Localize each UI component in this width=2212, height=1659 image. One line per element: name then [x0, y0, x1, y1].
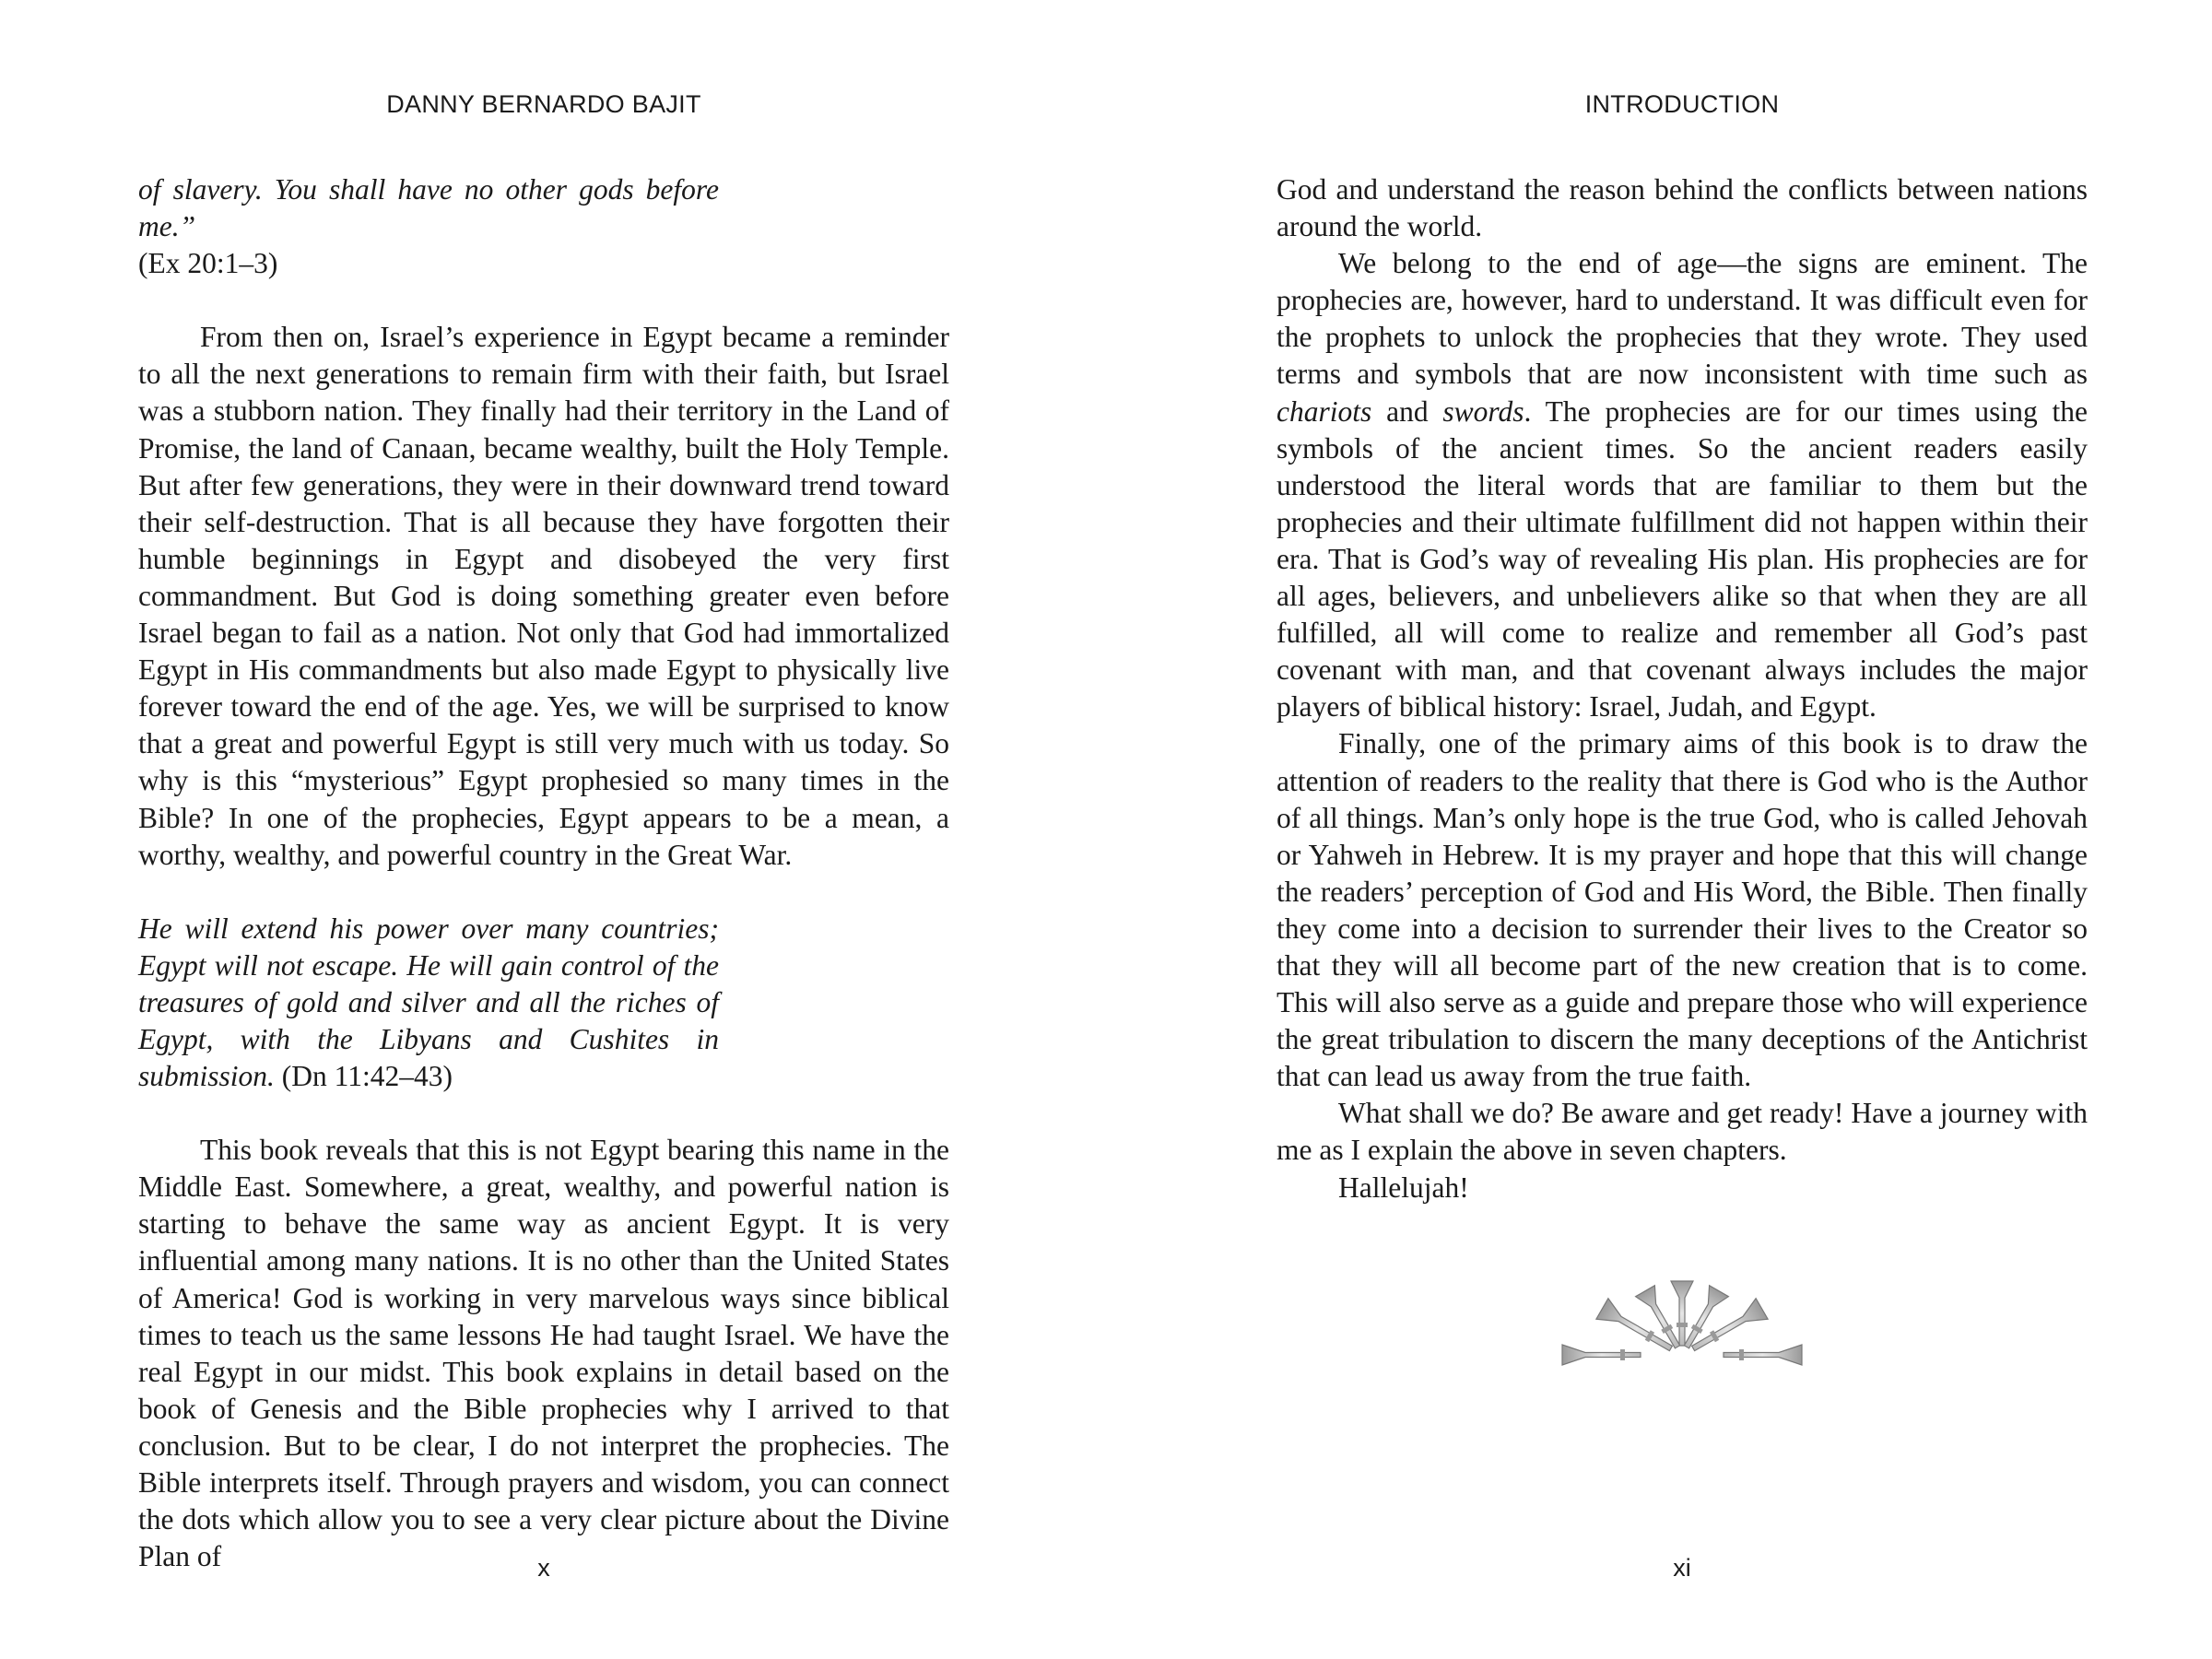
quote-exodus-cite: (Ex 20:1–3): [138, 247, 278, 280]
quote-daniel-cite: (Dn 11:42–43): [281, 1060, 453, 1093]
quote-daniel-text: He will extend his power over many countries; Egypt will not escape. He will gain control of the treasures of gold and silver and all the riches of Egypt, with the Libyans and Cushites in submission.: [138, 912, 719, 1093]
running-head-chapter: INTRODUCTION: [1584, 90, 1780, 118]
para-end-of-age-part1: We belong to the end of age—the signs are eminent. The prophecies are, however, hard to understand. It was difficult even for the prophets to unlock the prophecies that they wrote. They used terms and symbols that are now inconsistent with time such as: [1277, 247, 2088, 391]
term-chariots: chariots: [1277, 394, 1372, 428]
paragraph-end-of-age: [1277, 245, 2088, 725]
term-swords: swords: [1442, 394, 1524, 428]
page-number-right: xi: [1673, 1554, 1691, 1582]
running-head-author: DANNY BERNARDO BAJIT: [386, 90, 701, 118]
spacer: [138, 874, 949, 911]
paragraph-continuation: God and understand the reason behind the conflicts between nations around the world.: [1277, 173, 2088, 243]
right-page: [1106, 0, 2212, 1659]
spacer: [138, 282, 949, 319]
paragraph-israel-experience: From then on, Israel’s experience in Egypt became a reminder to all the next generations to remain firm with their faith, but Israel was a stubborn nation. They finally had their territory in the Land of Promise, the land of Canaan, became wealthy, built the Holy Temple. But after few generations, they were in their downward trend toward their self-destruction. That is all because they have forgotten their humble beginnings in Egypt and disobeyed the very first commandment. But God is doing something greater even before Israel began to fail as a nation. Not only that God had immortalized Egypt in His commandments but also made Egypt to physically live forever toward the end of the age. Yes, we will be surprised to know that a great and powerful Egypt is still very much with us today. So why is this “mysterious” Egypt prophesied so many times in the Bible? In one of the prophecies, Egypt appears to be a mean, a worthy, wealthy, and powerful country in the Great War.: [138, 321, 949, 871]
paragraph-what-shall-we-do: What shall we do? Be aware and get ready! Have a journey with me as I explain the above in seven chapters.: [1277, 1097, 2088, 1167]
trumpets-fan-ornament-icon: [1548, 1246, 1816, 1403]
spacer: [138, 1095, 949, 1132]
quote-daniel: [138, 911, 719, 1095]
paragraph-primary-aims: Finally, one of the primary aims of this book is to draw the attention of readers to the reality that there is God who is the Author of all things. Man’s only hope is the true God, who is called Jehovah or Yahweh in Hebrew. It is my prayer and hope that this will change the readers’ perception of God and His Word, the Bible. Then finally they come into a decision to surrender their lives to the Creator so that they will all become part of the new creation that is to come. This will also serve as a guide and prepare those who will experience the great tribulation to discern the many deceptions of the Antichrist that can lead us away from the true faith.: [1277, 727, 2088, 1093]
quote-exodus: [138, 171, 719, 245]
page-number-left: x: [537, 1554, 550, 1582]
left-body-text: [138, 171, 949, 1575]
quote-exodus-text: of slavery. You shall have no other gods before me.”: [138, 173, 719, 243]
paragraph-book-reveals: This book reveals that this is not Egypt bearing this name in the Middle East. Somewhere, a great, wealthy, and powerful nation is starting to behave the same way as ancient Egypt. It is very influential among many nations. It is no other than the United States of America! God is working in very marvelous ways since biblical times to teach us the same lessons He had taught Israel. We have the real Egypt in our midst. This book explains in detail based on the book of Genesis and the Bible prophecies why I arrived to that conclusion. But to be clear, I do not interpret the prophecies. The Bible interprets itself. Through prayers and wisdom, you can connect the dots which allow you to see a very clear picture about the Divine Plan of: [138, 1134, 949, 1573]
para-end-of-age-part3: . The prophecies are for our times using the symbols of the ancient times. So the ancient readers easily understood the literal words that are familiar to them but the prophecies and their ultimate fulfillment did not happen within their era. That is God’s way of revealing His plan. His prophecies are for all ages, believers, and unbelievers alike so that when they are all fulfilled, all will come to realize and remember all God’s past covenant with man, and that covenant always includes the major players of biblical history: Israel, Judah, and Egypt.: [1277, 394, 2088, 724]
paragraph-hallelujah: Hallelujah!: [1338, 1171, 1469, 1204]
right-body-text: [1277, 171, 2088, 1206]
para-end-of-age-part2: and: [1371, 394, 1443, 428]
